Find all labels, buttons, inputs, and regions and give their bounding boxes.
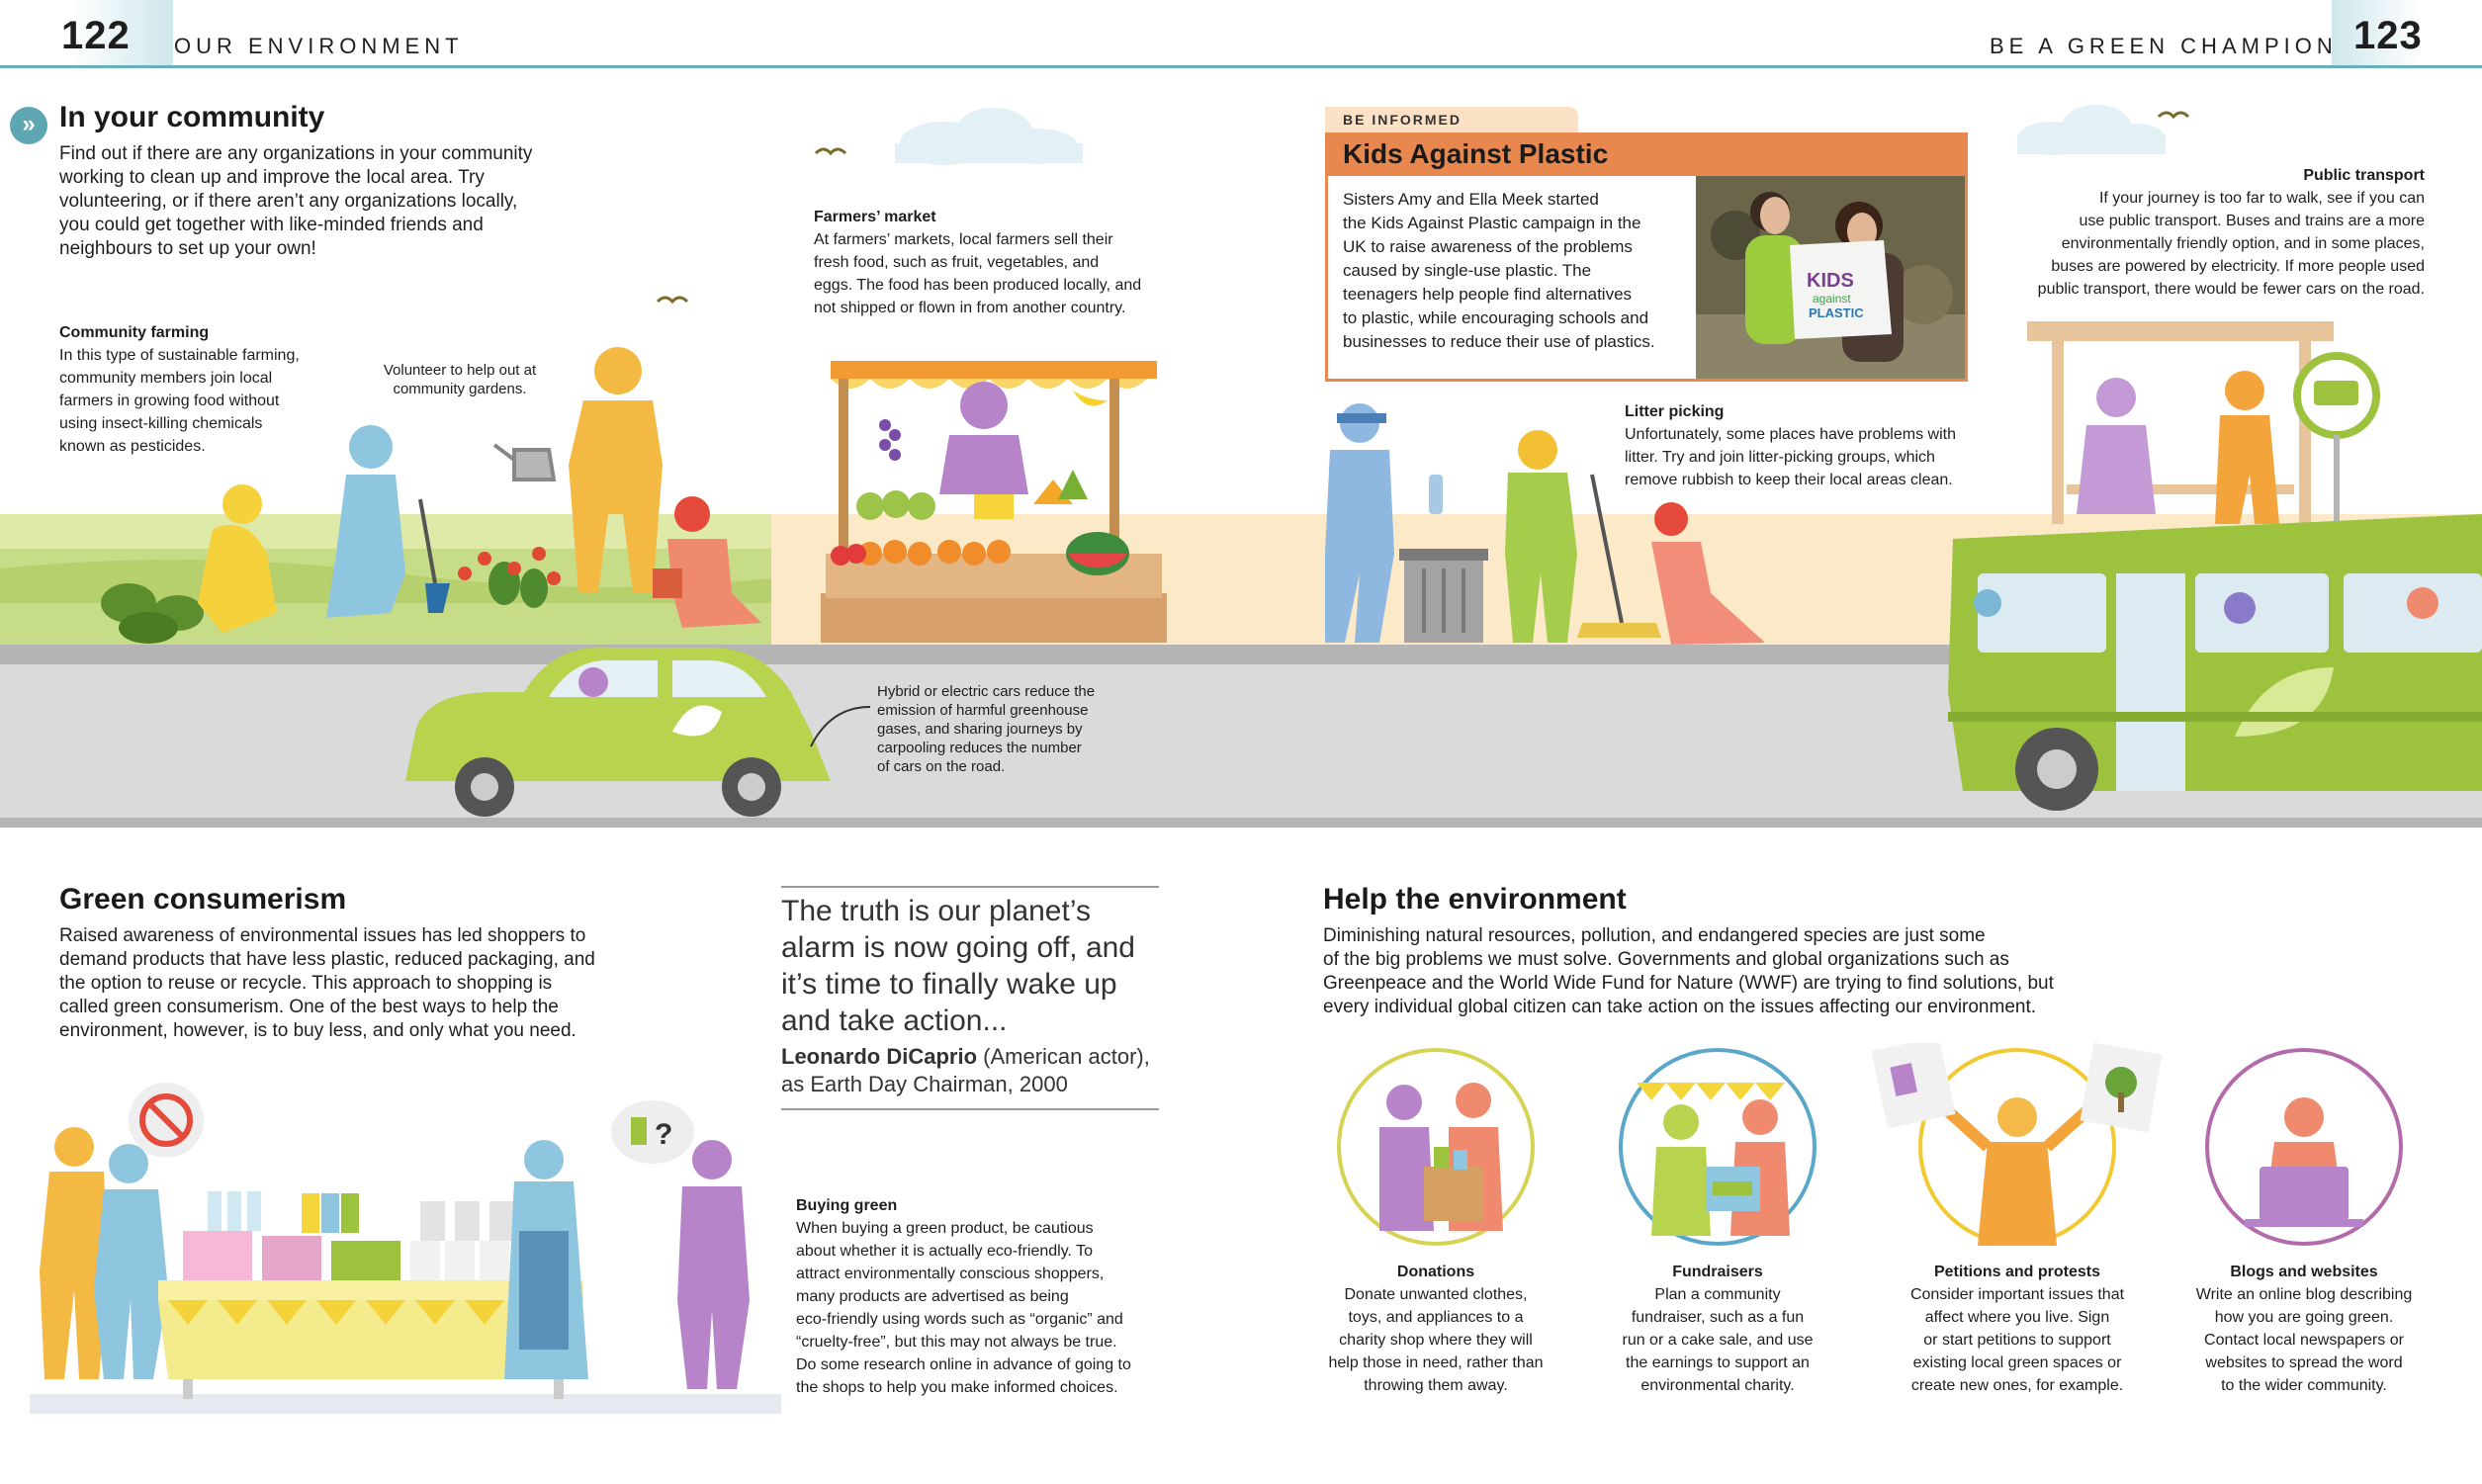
cloud-icon-2 [2017,105,2166,155]
help-item-3 [1879,1261,2156,1397]
quote-author: Leonardo DiCaprio [781,1044,978,1069]
farming-title: Community farming [59,324,210,341]
community-title: In your community [59,101,325,133]
bus-shelter [2027,321,2334,524]
farming-text: In this type of sustainable farming, community members join local farmers in growing food without using insect-killing chemicals known as pesticides. [59,347,300,455]
informed-title: Kids Against Plastic [1343,138,1609,169]
community-intro: Find out if there are any organizations in your community working to clean up and improve the local area. Try volunteering, or if there aren’t any organizations locally, you could get together with like-minded friends and neighbours to set up your own! [59,143,533,259]
help-item-text: Donate unwanted clothes, toys, and appliances to a charity shop where they will help those in need, rather than throwing them away. [1328,1286,1544,1394]
help-item-1 [1307,1261,1564,1397]
section-arrow-icon: » [10,107,47,144]
bird-icon-3 [2159,113,2188,117]
informed-text: Sisters Amy and Ella Meek started the Kids Against Plastic campaign in the UK to raise awareness of the problems caused by single-use plastic. The teenagers help people find alternatives to plastic, while encouraging schools and businesses to reduce their use of plastics. [1343,190,1655,351]
header-rule [0,65,2482,68]
cloud-icon [895,108,1083,165]
consumerism-title: Green consumerism [59,883,347,916]
bottle-icon [1429,475,1443,514]
shirt-text-2: against [1813,292,1851,306]
banana-icon [1073,391,1108,406]
quote-text: The truth is our planet’s alarm is now going off, and it’s time to finally wake up and take action... [781,895,1135,1037]
quote-top-rule [781,886,1159,888]
no-plastic-sign-icon [129,1083,204,1158]
fundraisers-circle [1621,1050,1815,1244]
market-table-illustration [20,1083,791,1419]
person-litter-blue [1325,403,1394,643]
help-item-text: Plan a community fundraiser, such as a fun run or a cake sale, and use the earnings to support an environmental charity. [1622,1286,1814,1394]
laptop-icon [2260,1167,2349,1221]
quote-bottom-rule [781,1108,1159,1110]
bird-icon-2 [658,298,687,302]
transport-title: Public transport [2303,167,2425,184]
informed-tag: BE INFORMED [1343,112,1462,128]
help-item-4 [2166,1261,2442,1397]
market-seller-purple [939,382,1028,494]
help-item-text: Consider important issues that affect where you live. Sign or start petitions to support existing local green spaces or create new ones, for example. [1909,1286,2125,1394]
help-item-2 [1589,1261,1846,1397]
help-item-title: Fundraisers [1672,1264,1763,1280]
shirt-text-3: PLASTIC [1809,306,1864,320]
donations-circle [1339,1050,1533,1244]
help-text: Diminishing natural resources, pollution, and endangered species are just some of the big problems we must solve. Governments and global organizations such as Greenpeace and the World Wide Fund for Nature (WWF) are trying to find solutions, but every individual global citizen can take action on the issues affecting our environment. [1323,925,2054,1017]
question-bubble-icon [611,1100,694,1164]
blogs-circle [2207,1050,2401,1244]
petitions-circle [1871,1043,2162,1246]
market-title: Farmers’ market [814,209,936,225]
watering-can-icon [494,445,554,480]
trash-bin-icon [1399,549,1488,643]
transport-text: If your journey is too far to walk, see if you can use public transport. Buses and trains are a more environmentally friendly option, and in some places, buses are powered by electricity. If more people used public transport, there would be fewer cars on the road. [2037,190,2425,298]
litter-text: Unfortunately, some places have problems with litter. Try and join litter-picking groups, which remove rubbish to keep their local areas clean. [1625,426,1956,488]
buying-text: When buying a green product, be cautious about whether it is actually eco-friendly. To attract environmentally conscious shoppers, many products are advertised as being eco-friendly using words such as “organic” and “cruelty-free”, but this may not always be true. Do some research online in advance of going to the shops to help you make informed choices. [796,1220,1131,1396]
person-kneeling-yellow [198,484,277,633]
quote-attribution [781,1043,1177,1098]
quote-author-context: as Earth Day Chairman, 2000 [781,1072,1068,1096]
header [0,0,2482,69]
help-title: Help the environment [1323,883,1627,916]
volunteer-text: Volunteer to help out at community gardens. [383,362,537,397]
left-page-number: 122 [61,14,131,57]
right-running-head: BE A GREEN CHAMPION [1990,34,2338,58]
help-item-text: Write an online blog describing how you are going green. Contact local newspapers or websites to spread the word to the wider community. [2195,1286,2413,1394]
question-mark: ? [655,1118,673,1151]
help-circles [1325,1043,2433,1261]
quote-author-role: (American actor), [977,1044,1150,1069]
person-shelter-orange [2215,371,2279,524]
market-text: At farmers’ markets, local farmers sell their fresh food, such as fruit, vegetables, and eggs. The food has been produced locally, and not shipped or flown in from another country. [814,231,1142,316]
green-bus [1948,514,2482,811]
shirt-text-1: KIDS [1807,270,1854,292]
right-page-number: 123 [2353,14,2423,57]
person-shelter-purple [2077,378,2156,514]
bird-icon [816,149,845,153]
street-illustration [0,99,2482,840]
help-item-title: Petitions and protests [1933,1264,2101,1280]
help-item-title: Blogs and websites [2230,1264,2378,1280]
left-running-head: OUR ENVIRONMENT [174,34,464,58]
buying-title: Buying green [796,1197,898,1214]
litter-title: Litter picking [1625,403,1725,420]
grapes-icon [879,419,901,461]
help-item-title: Donations [1396,1264,1475,1280]
car-text: Hybrid or electric cars reduce the emission of harmful greenhouse gases, and sharing journeys by carpooling reduces the number of cars on the road. [877,683,1096,775]
consumerism-text: Raised awareness of environmental issues has led shoppers to demand products that have less plastic, reduced packaging, and the option to reuse or recycle. This approach to shopping is called green consumerism. One of the best ways to help the environment, however, is to buy less, and only what you need. [59,925,595,1041]
